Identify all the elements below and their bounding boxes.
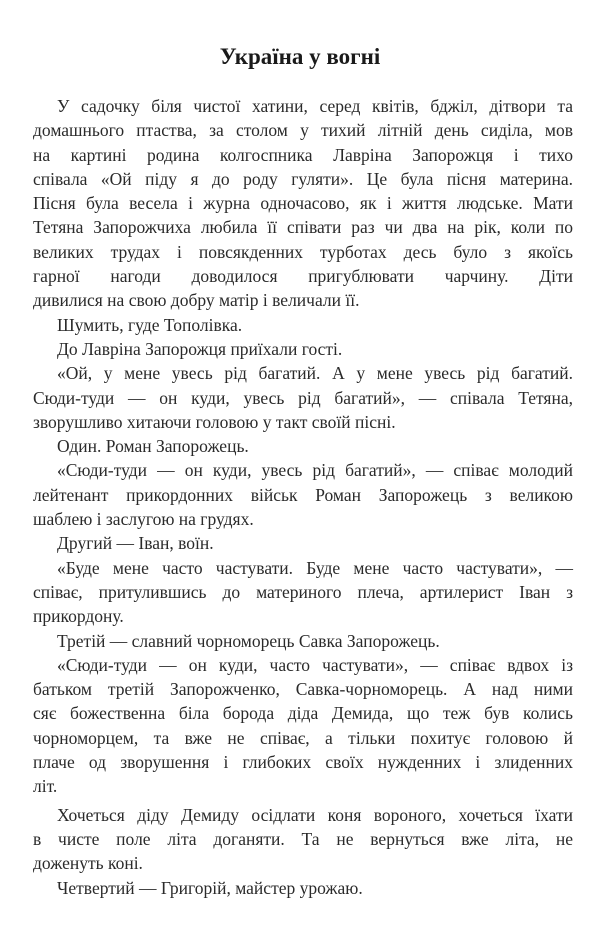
text-line: «Сюди-туди — он куди, увесь рід багатий», — співає молодий [57,460,573,481]
paragraph [33,629,573,653]
text-line: До Лавріна Запорожця приїхали гості. [57,338,343,359]
paragraph [33,361,573,434]
text-line: Хочеться діду Демиду осідлати коня вороного, хочеться їхати [57,804,573,825]
text-line: Четвертий — Григорій, майстер урожаю. [57,877,363,898]
text-line: сяє божественна біла борода діда Демида, що теж був колись [33,703,573,724]
text-line: Сюди-туди — он куди, увесь рід багатий», — співала Тетяна, [33,387,573,408]
text-line: «Буде мене часто частувати. Буде мене часто частувати», — [57,557,573,578]
paragraph [33,313,573,337]
text-line: Тетяна Запорожчиха любила її співати раз чи два на рік, коли по [33,217,573,238]
text-line: зворушливо хитаючи головою у такт своїй пісні. [33,411,396,432]
paragraph [33,653,573,799]
paragraph [33,337,573,361]
paragraph [33,458,573,531]
text-line: дивилися на свою добру матір і величали її. [33,290,360,311]
text-line: «Ой, у мене увесь рід багатий. А у мене увесь рід багатий. [57,363,573,384]
text-line: Другий — Іван, воїн. [57,533,214,554]
text-line: доженуть коні. [33,853,143,874]
text-line: «Сюди-туди — он куди, часто частувати», — співає вдвох із [57,654,573,675]
paragraph [33,803,573,876]
text-line: У садочку біля чистої хатини, серед квітів, бджіл, дітвори та [57,96,573,116]
text-line: Третій — славний чорноморець Савка Запорожець. [57,630,440,651]
text-line: шаблею і заслугою на грудях. [33,509,254,530]
paragraph [33,94,573,313]
text-line: батьком третій Запорожченко, Савка-чорноморець. А над ними [33,679,573,700]
paragraph [33,556,573,629]
text-line: в чисте поле літа доганяти. Та не вернуться вже літа, не [33,828,573,849]
text-line: на картині родина колгоспника Лавріна Запорожця і тихо [33,144,573,165]
paragraph [33,434,573,458]
paragraph [33,531,573,555]
page-title: Україна у вогні [219,44,381,69]
text-line: літ. [33,776,58,797]
text-line: Пісня була весела і журна одночасово, як і життя людське. Мати [33,193,573,214]
body-text [33,94,573,900]
text-line: плаче од зворушення і глибоких своїх нужденних і злиденних [33,752,573,773]
text-line: співає, притулившись до материного плеча, артилерист Іван з [33,581,573,602]
text-line: домашнього птаства, за столом у тихий літній день сиділа, мов [33,120,573,141]
text-line: прикордону. [33,606,124,627]
text-line: гарної нагоди доводилося пригублювати чарчину. Діти [33,266,573,287]
text-line: великих трудах і повсякденних турботах десь було з якоїсь [33,241,573,262]
paragraph [33,876,573,900]
text-line: Шумить, гуде Тополівка. [57,314,243,335]
text-line: чорноморцем, та вже не співає, а тільки похитує головою й [33,727,573,748]
text-line: Один. Роман Запорожець. [57,436,249,457]
text-line: співала «Ой піду я до роду гуляти». Це була пісня материна. [33,168,573,189]
text-line: лейтенант прикордонних військ Роман Запорожець з великою [33,484,573,505]
